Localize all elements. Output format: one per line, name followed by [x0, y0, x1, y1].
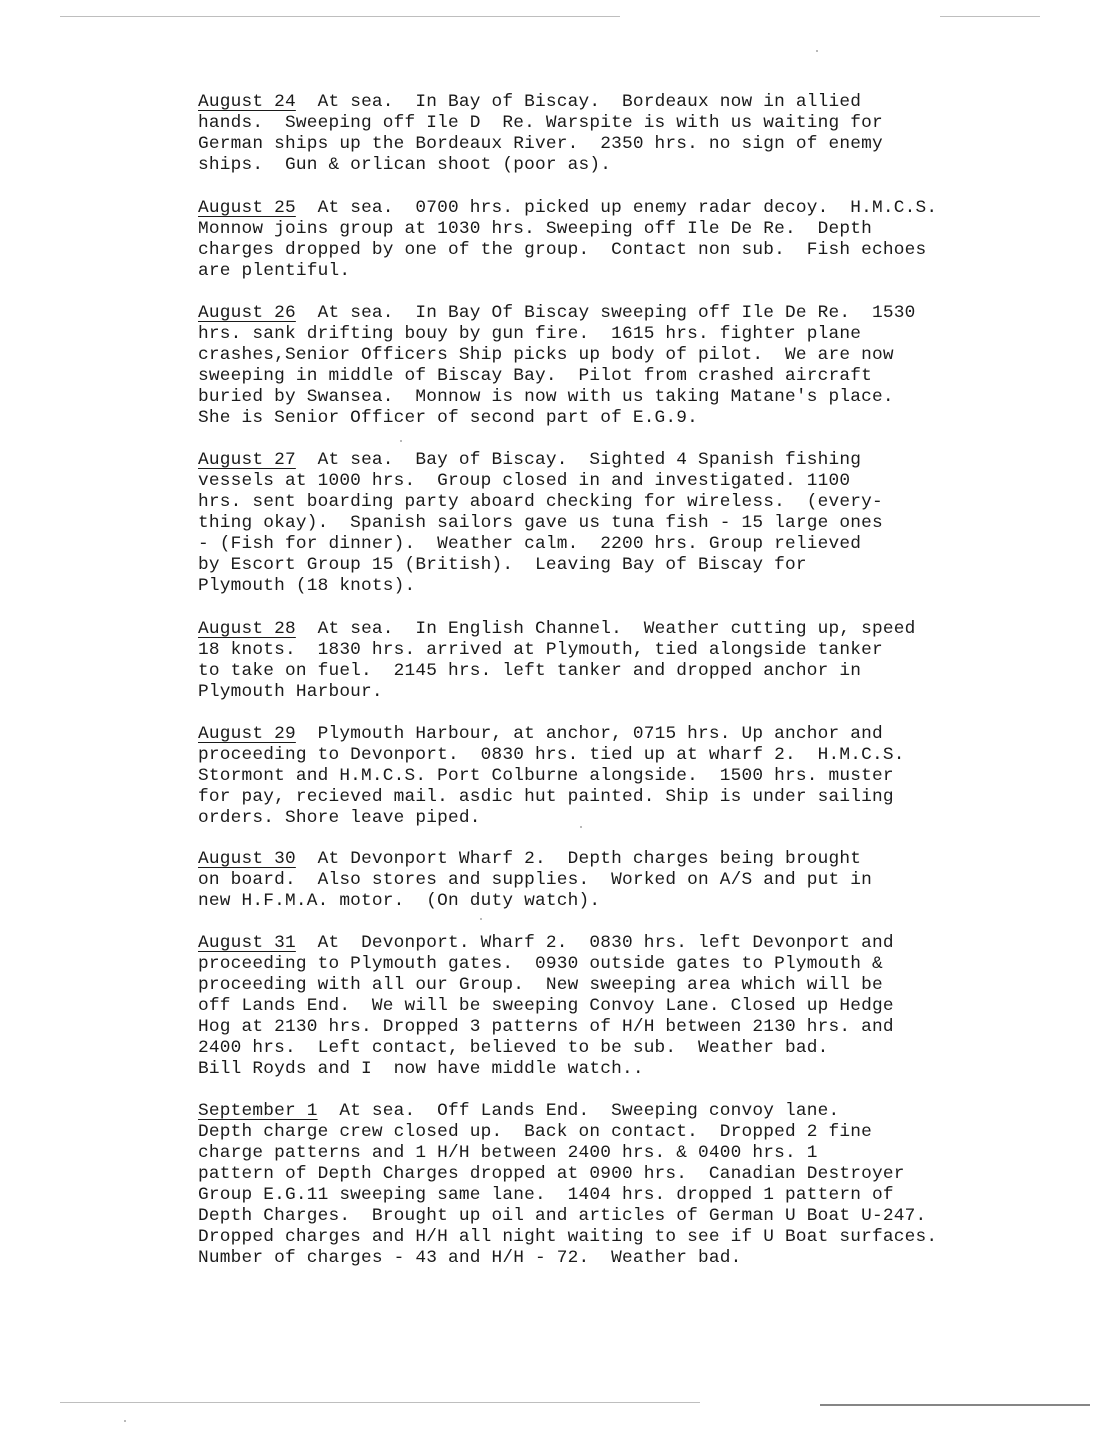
entry-date: August 27	[198, 450, 296, 470]
entry-line: proceeding with all our Group. New sweeping area which will be	[198, 975, 883, 995]
entry-line: crashes,Senior Officers Ship picks up body of pilot. We are now	[198, 345, 894, 365]
entry-text: At sea. Bay of Biscay. Sighted 4 Spanish fishing	[295, 450, 862, 470]
journal-entry	[198, 849, 872, 912]
entry-line: vessels at 1000 hrs. Group closed in and investigated. 1100	[198, 471, 851, 491]
entry-line: 2400 hrs. Left contact, believed to be sub. Weather bad.	[198, 1038, 829, 1058]
entry-line	[198, 198, 937, 219]
entry-line: charge patterns and 1 H/H between 2400 hrs. & 0400 hrs. 1	[198, 1143, 818, 1163]
journal-entry	[198, 1101, 937, 1269]
entry-line: Depth Charges. Brought up oil and articles of German U Boat U-247.	[198, 1206, 927, 1226]
entry-line	[198, 724, 905, 745]
scan-speck	[124, 1420, 126, 1422]
entry-line: proceeding to Devonport. 0830 hrs. tied up at wharf 2. H.M.C.S.	[198, 745, 905, 765]
entry-text: At sea. Off Lands End. Sweeping convoy lane.	[317, 1101, 840, 1121]
entry-line: Hog at 2130 hrs. Dropped 3 patterns of H/H between 2130 hrs. and	[198, 1017, 894, 1037]
entry-line: for pay, recieved mail. asdic hut painted. Ship is under sailing	[198, 787, 894, 807]
entry-date: August 24	[198, 92, 296, 112]
entry-line: new H.F.M.A. motor. (On duty watch).	[198, 891, 601, 911]
entry-line: orders. Shore leave piped.	[198, 808, 481, 828]
entry-line: hrs. sent boarding party aboard checking for wireless. (every-	[198, 492, 883, 512]
entry-line: charges dropped by one of the group. Contact non sub. Fish echoes	[198, 240, 927, 260]
scan-edge-mark-top	[60, 16, 620, 17]
scan-speck	[480, 918, 482, 920]
entry-text: At sea. In Bay of Biscay. Bordeaux now in allied	[295, 92, 862, 112]
entry-date: August 25	[198, 198, 296, 218]
journal-entry	[198, 198, 937, 282]
scan-edge-mark-top-right	[940, 16, 1040, 17]
entry-line: hands. Sweeping off Ile D Re. Warspite is with us waiting for	[198, 113, 883, 133]
entry-line	[198, 1101, 937, 1122]
entry-line	[198, 933, 894, 954]
entry-date: August 29	[198, 724, 296, 744]
entry-date: August 30	[198, 849, 296, 869]
entry-text: At sea. In Bay Of Biscay sweeping off Ile De Re. 1530	[295, 303, 916, 323]
journal-entry	[198, 450, 883, 597]
entry-line: German ships up the Bordeaux River. 2350 hrs. no sign of enemy	[198, 134, 883, 154]
scan-edge-mark-bottom-right	[820, 1404, 1090, 1406]
scan-edge-mark-bottom	[60, 1402, 700, 1403]
entry-line: thing okay). Spanish sailors gave us tuna fish - 15 large ones	[198, 513, 883, 533]
entry-line: Dropped charges and H/H all night waiting to see if U Boat surfaces.	[198, 1227, 938, 1247]
entry-date: August 28	[198, 619, 296, 639]
entry-line	[198, 92, 883, 113]
entry-line	[198, 619, 915, 640]
entry-line: Bill Royds and I now have middle watch..	[198, 1059, 644, 1079]
entry-line: Plymouth (18 knots).	[198, 576, 416, 596]
entry-line: proceeding to Plymouth gates. 0930 outside gates to Plymouth &	[198, 954, 883, 974]
entry-line: - (Fish for dinner). Weather calm. 2200 hrs. Group relieved	[198, 534, 862, 554]
entry-date: August 31	[198, 933, 296, 953]
entry-line	[198, 849, 872, 870]
entry-date: August 26	[198, 303, 296, 323]
entry-line: by Escort Group 15 (British). Leaving Bay of Biscay for	[198, 555, 807, 575]
entry-line: sweeping in middle of Biscay Bay. Pilot from crashed aircraft	[198, 366, 872, 386]
journal-entry	[198, 92, 883, 176]
entry-line: Group E.G.11 sweeping same lane. 1404 hrs. dropped 1 pattern of	[198, 1185, 894, 1205]
journal-entry	[198, 303, 915, 429]
entry-text: At Devonport Wharf 2. Depth charges being brought	[295, 849, 862, 869]
entry-line: hrs. sank drifting bouy by gun fire. 1615 hrs. fighter plane	[198, 324, 862, 344]
entry-line: ships. Gun & orlican shoot (poor as).	[198, 155, 612, 175]
journal-entry	[198, 933, 894, 1080]
entry-text: Plymouth Harbour, at anchor, 0715 hrs. Up anchor and	[295, 724, 883, 744]
entry-line: Stormont and H.M.C.S. Port Colburne alongside. 1500 hrs. muster	[198, 766, 894, 786]
entry-line	[198, 450, 883, 471]
journal-entry	[198, 724, 905, 829]
entry-line: Depth charge crew closed up. Back on contact. Dropped 2 fine	[198, 1122, 872, 1142]
entry-line: She is Senior Officer of second part of E.G.9.	[198, 408, 699, 428]
entry-line: Plymouth Harbour.	[198, 682, 383, 702]
entry-line: pattern of Depth Charges dropped at 0900 hrs. Canadian Destroyer	[198, 1164, 905, 1184]
entry-line: are plentiful.	[198, 261, 351, 281]
entry-text: At sea. In English Channel. Weather cutting up, speed	[295, 619, 916, 639]
entry-line: buried by Swansea. Monnow is now with us taking Matane's place.	[198, 387, 894, 407]
entry-line: to take on fuel. 2145 hrs. left tanker and dropped anchor in	[198, 661, 862, 681]
entry-text: At sea. 0700 hrs. picked up enemy radar decoy. H.M.C.S.	[295, 198, 938, 218]
entry-line	[198, 303, 915, 324]
entry-text: At Devonport. Wharf 2. 0830 hrs. left Devonport and	[295, 933, 894, 953]
scan-speck	[816, 50, 818, 52]
scan-speck	[400, 440, 402, 442]
entry-line: off Lands End. We will be sweeping Convoy Lane. Closed up Hedge	[198, 996, 894, 1016]
entry-line: on board. Also stores and supplies. Worked on A/S and put in	[198, 870, 872, 890]
entry-line: Number of charges - 43 and H/H - 72. Weather bad.	[198, 1248, 742, 1268]
journal-entry	[198, 619, 915, 703]
entry-line: 18 knots. 1830 hrs. arrived at Plymouth, tied alongside tanker	[198, 640, 883, 660]
entry-line: Monnow joins group at 1030 hrs. Sweeping off Ile De Re. Depth	[198, 219, 872, 239]
entry-date: September 1	[198, 1101, 318, 1121]
